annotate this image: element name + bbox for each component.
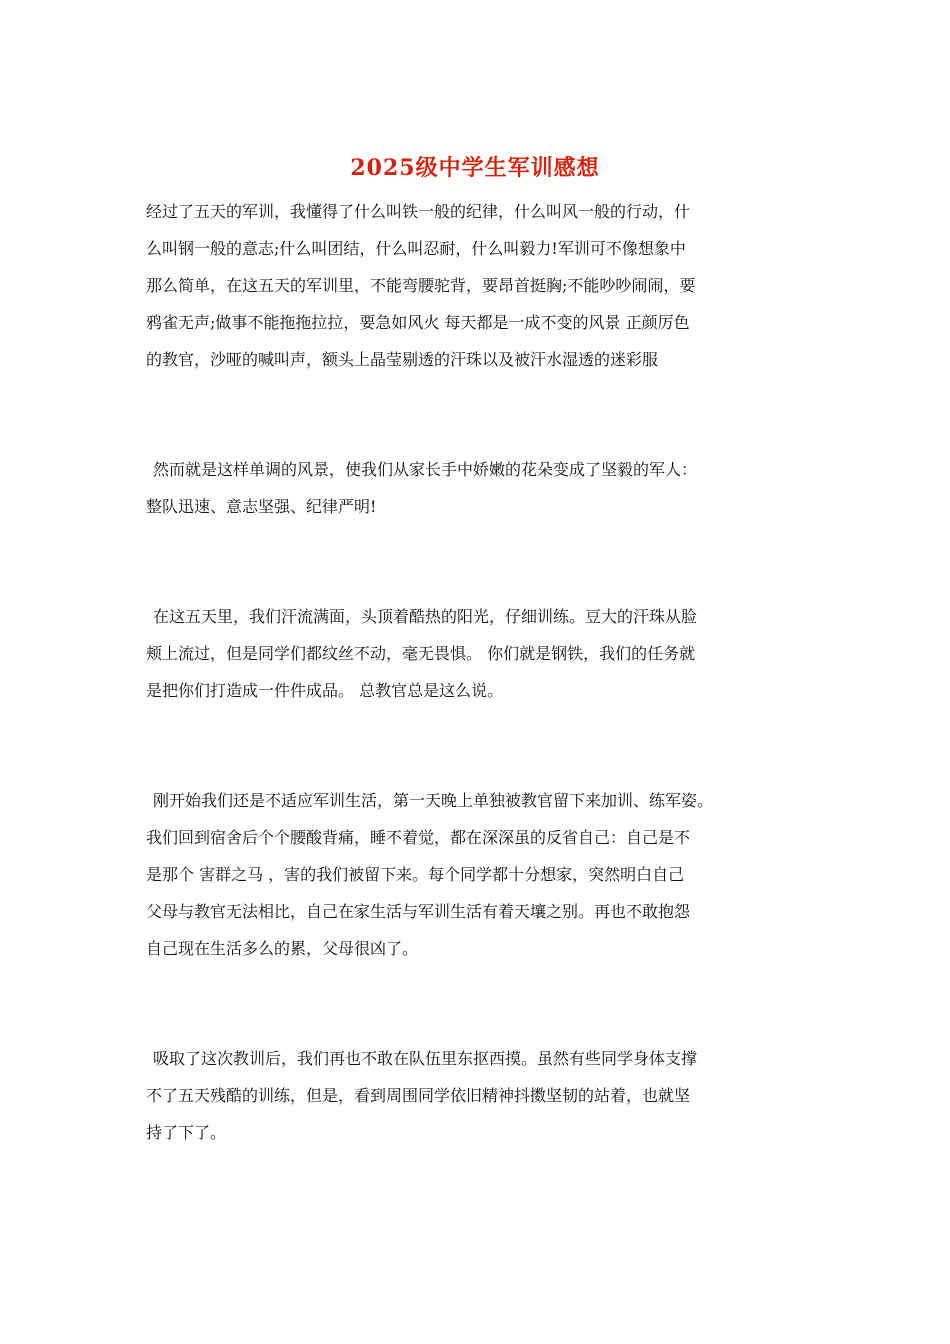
text-line: 是把你们打造成一件件成品。 总教官总是这么说。 [146, 681, 504, 700]
paragraph-spacer [146, 525, 826, 598]
paragraph-spacer [146, 378, 826, 451]
document-body [146, 193, 826, 1151]
paragraph-4 [146, 782, 826, 967]
text-line: 是那个 害群之马 ，害的我们被留下来。每个同学都十分想家，突然明白自己 [146, 865, 685, 884]
text-line: 吸取了这次教训后，我们再也不敢在队伍里东抠西摸。虽然有些同学身体支撑 [153, 1049, 698, 1068]
text-line: 经过了五天的军训，我懂得了什么叫铁一般的纪律，什么叫风一般的行动，什 [146, 202, 691, 221]
text-line: 那么简单，在这五天的军训里，不能弯腰驼背，要昂首挺胸;不能吵吵闹闹，要 [146, 276, 696, 295]
text-line: 颊上流过，但是同学们都纹丝不动，毫无畏惧。 你们就是钢铁，我们的任务就 [146, 644, 696, 663]
paragraph-spacer [146, 709, 826, 782]
text-line: 鸦雀无声;做事不能拖拖拉拉，要急如风火 每天都是一成不变的风景 正颜厉色 [146, 313, 690, 332]
text-line: 然而就是这样单调的风景，使我们从家长手中娇嫩的花朵变成了坚毅的军人： [153, 460, 698, 479]
text-line: 父母与教官无法相比，自己在家生活与军训生活有着天壤之别。再也不敢抱怨 [146, 902, 691, 921]
document-title: 2025级中学生军训感想 [350, 155, 600, 181]
text-line: 在这五天里，我们汗流满面，头顶着酷热的阳光，仔细训练。豆大的汗珠从脸 [153, 607, 698, 626]
text-line: 持了下了。 [146, 1123, 227, 1142]
text-line: 自己现在生活多么的累，父母很凶了。 [146, 939, 419, 958]
paragraph-5 [146, 1040, 826, 1151]
paragraph-spacer [146, 967, 826, 1040]
text-line: 不了五天残酷的训练，但是，看到周围同学依旧精神抖擞坚韧的站着，也就坚 [146, 1086, 691, 1105]
text-line: 我们回到宿舍后个个腰酸背痛，睡不着觉，都在深深虽的反省自己：自己是不 [146, 828, 691, 847]
text-line: 整队迅速、意志坚强、纪律严明! [146, 497, 377, 516]
text-line: 么叫钢一般的意志;什么叫团结，什么叫忍耐，什么叫毅力!军训可不像想象中 [146, 239, 686, 258]
text-line: 刚开始我们还是不适应军训生活，第一天晚上单独被教官留下来加训、练军姿。 [153, 791, 714, 810]
paragraph-1 [146, 193, 826, 378]
paragraph-2 [146, 451, 826, 525]
paragraph-3 [146, 598, 826, 709]
text-line: 的教官，沙哑的喊叫声，额头上晶莹剔透的汗珠以及被汗水湿透的迷彩服 [146, 350, 659, 369]
